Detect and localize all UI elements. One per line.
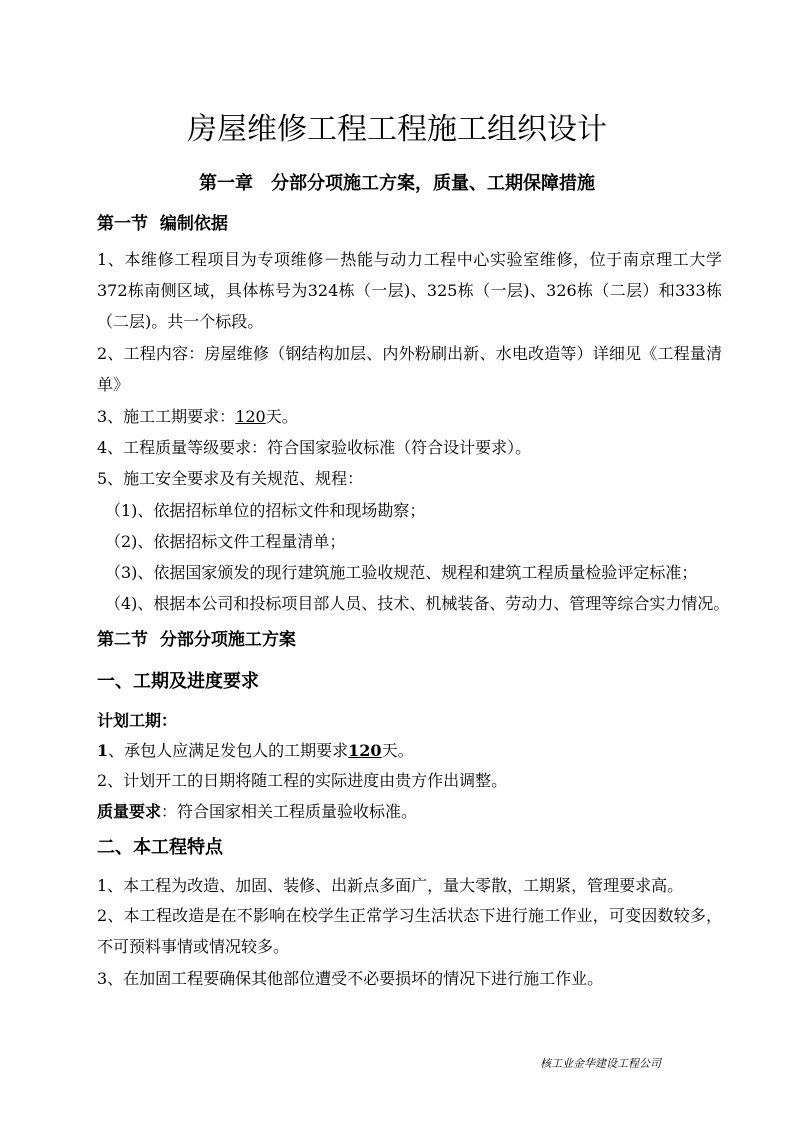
section-heading-plan: 第二节 分部分项施工方案 <box>97 630 296 650</box>
plan-item-1-days: 120 <box>348 741 382 760</box>
feature-item-1: 1、本工程为改造、加固、装修、出新点多面广，量大零散，工期紧，管理要求高。 <box>97 876 684 895</box>
schedule-suffix: 天。 <box>265 407 298 426</box>
basis-list-item: （4)、根据本公司和投标项目部人员、技术、机械装备、劳动力、管理等综合实力情况。 <box>105 594 730 613</box>
basis-list-item: （2)、依据招标文件工程量清单； <box>105 532 346 551</box>
quality-text: ：符合国家相关工程质量验收标准。 <box>161 802 418 821</box>
quality-label: 质量要求 <box>97 802 162 821</box>
document-title: 房屋维修工程工程施工组织设计 <box>187 112 607 147</box>
basis-paragraph-1: 1、本维修工程项目为专项维修－热能与动力工程中心实验室维修，位于南京理工大学372栋南侧区域，具体栋号为324栋（一层)、325栋（一层)、326栋（二层）和333栋（二层)。共一个标段。 <box>97 250 722 331</box>
basis-paragraph-5: 5、施工安全要求及有关规范、规程： <box>97 469 364 488</box>
plan-item-1-suffix: 天。 <box>381 741 414 760</box>
chapter-heading: 第一章 分部分项施工方案，质量、工期保障措施 <box>199 173 595 194</box>
basis-paragraph-3 <box>97 401 298 432</box>
basis-paragraph-2: 2、工程内容：房屋维修（钢结构加层、内外粉刷出新、水电改造等）详细见《工程量清单》 <box>97 344 722 394</box>
feature-item-2: 2、本工程改造是在不影响在校学生正常学习生活状态下进行施工作业，可变因数较多，不可预料事情或情况较多。 <box>97 906 722 956</box>
plan-item-2: 2、计划开工的日期将随工程的实际进度由贵方作出调整。 <box>97 771 508 790</box>
basis-paragraph-4: 4、工程质量等级要求：符合国家验收标准（符合设计要求）。 <box>97 438 532 457</box>
company-footer: 核工业金华建设工程公司 <box>540 1057 661 1070</box>
plan-item-1-number: 1 <box>97 741 109 760</box>
basis-list-item: （1)、依据招标单位的招标文件和现场勘察； <box>105 501 426 520</box>
subheading-schedule: 一、工期及进度要求 <box>97 671 259 692</box>
schedule-label: 3、施工工期要求： <box>97 407 236 426</box>
section-heading-basis: 第一节 编制依据 <box>97 214 228 234</box>
basis-list-item: （3)、依据国家颁发的现行建筑施工验收规范、规程和建筑工程质量检验评定标准； <box>105 563 698 582</box>
quality-requirement <box>97 796 417 827</box>
plan-item-1-text: 、承包人应满足发包人的工期要求 <box>108 741 349 760</box>
planned-duration-label: 计划工期： <box>97 711 178 730</box>
subheading-features: 二、本工程特点 <box>97 837 223 858</box>
feature-item-3: 3、在加固工程要确保其他部位遭受不必要损坏的情况下进行施工作业。 <box>97 969 604 988</box>
schedule-days: 120 <box>235 407 266 426</box>
plan-item-1 <box>97 735 414 766</box>
